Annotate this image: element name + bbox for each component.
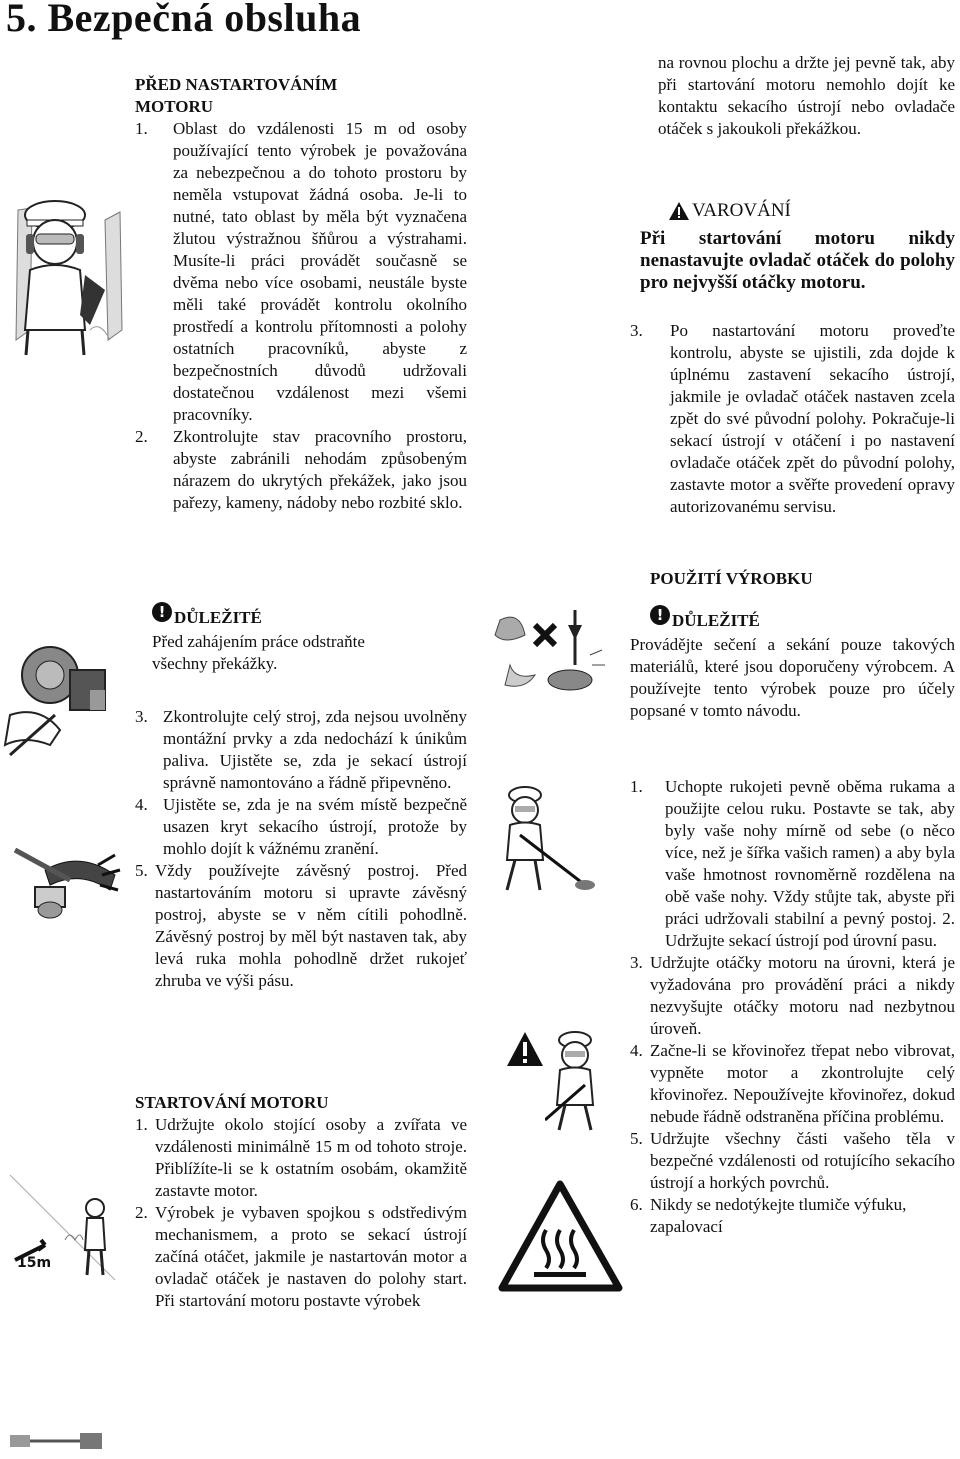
distance-label: 15m xyxy=(17,1255,52,1271)
list-item: 3. Po nastartování motoru proveďte kontrolu, abyste se ujistili, zda dojde k úplnému zastavení sekacího ústrojí, jakmile je ovladač otáček nastaven zcela zpět do své původní polohy. Pokračuje-li sekací ústrojí v otáčení i po nastavení ovladače otáček zpět do původní polohy, zastavte motor a svěřte provedení opravy autorizovanému servisu. xyxy=(630,321,955,516)
small-tool-footer-illustration xyxy=(0,1425,110,1455)
15m-distance-illustration xyxy=(5,1170,120,1285)
warning-text: Při startování motoru nikdy nenastavujte ovladač otáček do polohy pro nejvyšší otáčky motoru. xyxy=(640,228,955,293)
list-item: 2. Zkontrolujte stav pracovního prostoru, abyste zabránili nehodám způsobeným nárazem do ukrytých překážek, jako jsou pařezy, kameny, nádoby nebo rozbité sklo. xyxy=(135,427,467,512)
left-column xyxy=(135,74,467,514)
right-item-3 xyxy=(630,320,955,518)
use-section xyxy=(630,568,955,722)
engine-hand-illustration xyxy=(0,635,125,765)
important-heading: ! DŮLEŽITÉ xyxy=(152,595,452,629)
important-heading-right: ! DŮLEŽITÉ xyxy=(650,598,955,632)
list-item: 1. Udržujte okolo stojící osoby a zvířata ve vzdálenosti minimálně 15 m od tohoto stroje. Přiblížíte-li se k ostatním osobám, okamžitě zastavte motor. xyxy=(135,1115,467,1200)
list-item: 6. Nikdy se nedotýkejte tlumiče výfuku, zapalovací xyxy=(630,1195,907,1236)
list-item: 2. Výrobek je vybaven spojkou s odstředivým mechanismem, a proto se sekací ústrojí začíná otáčet, jakmile je nastartován motor a ovladač otáček je nastaven do polohy start. Při startování motoru postavte výrobek xyxy=(135,1203,467,1310)
list-item: 1. Uchopte rukojeti pevně oběma rukama a použijte celou ruku. Postavte se tak, aby byly vaše nohy mírně od sebe (o něco více, než je šířka vašich ramen) a aby byla vaše hmotnost rovnoměrně rozdělena na obě vaše nohy. Vždy stůjte tak, abyste při práci udržovali stabilní a pevný postoj. 2. Udržujte sekací ústrojí pod úrovní pasu. xyxy=(630,777,955,950)
start-section xyxy=(135,1092,467,1312)
list-item: 4. Ujistěte se, zda je na svém místě bezpečně usazen kryt sekacího ústrojí, protože by mohlo dojít k vážnému zranění. xyxy=(135,795,467,858)
start-heading: STARTOVÁNÍ MOTORU xyxy=(135,1093,329,1112)
exclamation-icon: ! xyxy=(152,602,172,622)
left-column-continued xyxy=(135,706,467,992)
exclamation-icon: ! xyxy=(650,605,670,625)
warning-triangle-icon xyxy=(668,201,690,221)
list-item: 5. Udržujte všechny části vašeho těla v bezpečné vzdálenosti od rotujícího sekacího ústrojí a horkých povrchů. xyxy=(630,1129,955,1192)
important-text-right: Provádějte sečení a sekání pouze takových materiálů, které jsou doporučeny výrobcem. A používejte tento výrobek pouze pro účely popsané v tomto návodu. xyxy=(630,635,955,720)
warning-heading: VAROVÁNÍ xyxy=(668,200,955,222)
use-heading: POUŽITÍ VÝROBKU xyxy=(650,569,813,588)
right-column-continuation: na rovnou plochu a držte jej pevně tak, aby při startování motoru nemohlo dojít ke kontaktu sekacího ústrojí nebo ovladače otáček s jakoukoli překážkou. xyxy=(658,53,955,138)
operator-stance-illustration xyxy=(495,780,605,895)
right-list xyxy=(630,776,955,1238)
important-text: Před zahájením práce odstraňte všechny překážky. xyxy=(152,632,365,673)
bystander-operator-illustration xyxy=(545,1025,615,1135)
list-item: 3. Zkontrolujte celý stroj, zda nejsou uvolněny montážní prvky a zda nedochází k únikům paliva. Ujistěte se, zda je sekací ústrojí správně namontováno a řádně připevněno. xyxy=(135,707,467,792)
cutting-head-guard-illustration xyxy=(10,835,125,925)
page-title: 5. Bezpečná obsluha xyxy=(6,0,362,40)
warning-triangle-icon xyxy=(505,1030,545,1070)
list-item: 4. Začne-li se křovinořez třepat nebo vibrovat, vypněte motor a zkontrolujte celý křovinořez. Nepoužívejte křovinořez, dokud nebude řádně odstraněna příčina problému. xyxy=(630,1041,955,1126)
hot-surface-warning-icon xyxy=(498,1180,623,1295)
worker-with-cones-illustration xyxy=(10,190,125,360)
important-box-left xyxy=(152,595,452,675)
obstacles-prohibited-illustration xyxy=(490,605,610,700)
warning-box xyxy=(640,200,955,294)
list-item: 1. Oblast do vzdálenosti 15 m od osoby používající tento výrobek je považována za nebezpečnou a do tohoto prostoru by neměla vstupovat žádná osoba. Je-li to nutné, tato oblast by měla být vyznačena žlutou výstražnou šňůrou a výstrahami. Musíte-li práci provádět současně se dvěma nebo více osobami, neustále byste měli také provádět kontrolu okolního prostředí a kontrolu přítomnosti a polohy ostatních pracovníků, abyste z bezpečnostních důvodů udržovali dostatečnou vzdálenost mezi všemi pracovníky. xyxy=(135,119,467,424)
list-item: 3. Udržujte otáčky motoru na úrovni, která je vyžadována pro provádění práci a nikdy nezvyšujte otáčky motoru nad nezbytnou úroveň. xyxy=(630,953,955,1038)
pre-start-heading: PŘED NASTARTOVÁNÍM MOTORU xyxy=(135,75,338,116)
list-item: 5. Vždy používejte závěsný postroj. Před nastartováním motoru si upravte závěsný postroj, abyste se v něm cítili pohodlně. Závěsný postroj by měl být nastaven tak, aby levá ruka mohla pohodlně držet rukojeť zhruba ve výši pásu. xyxy=(135,861,467,990)
